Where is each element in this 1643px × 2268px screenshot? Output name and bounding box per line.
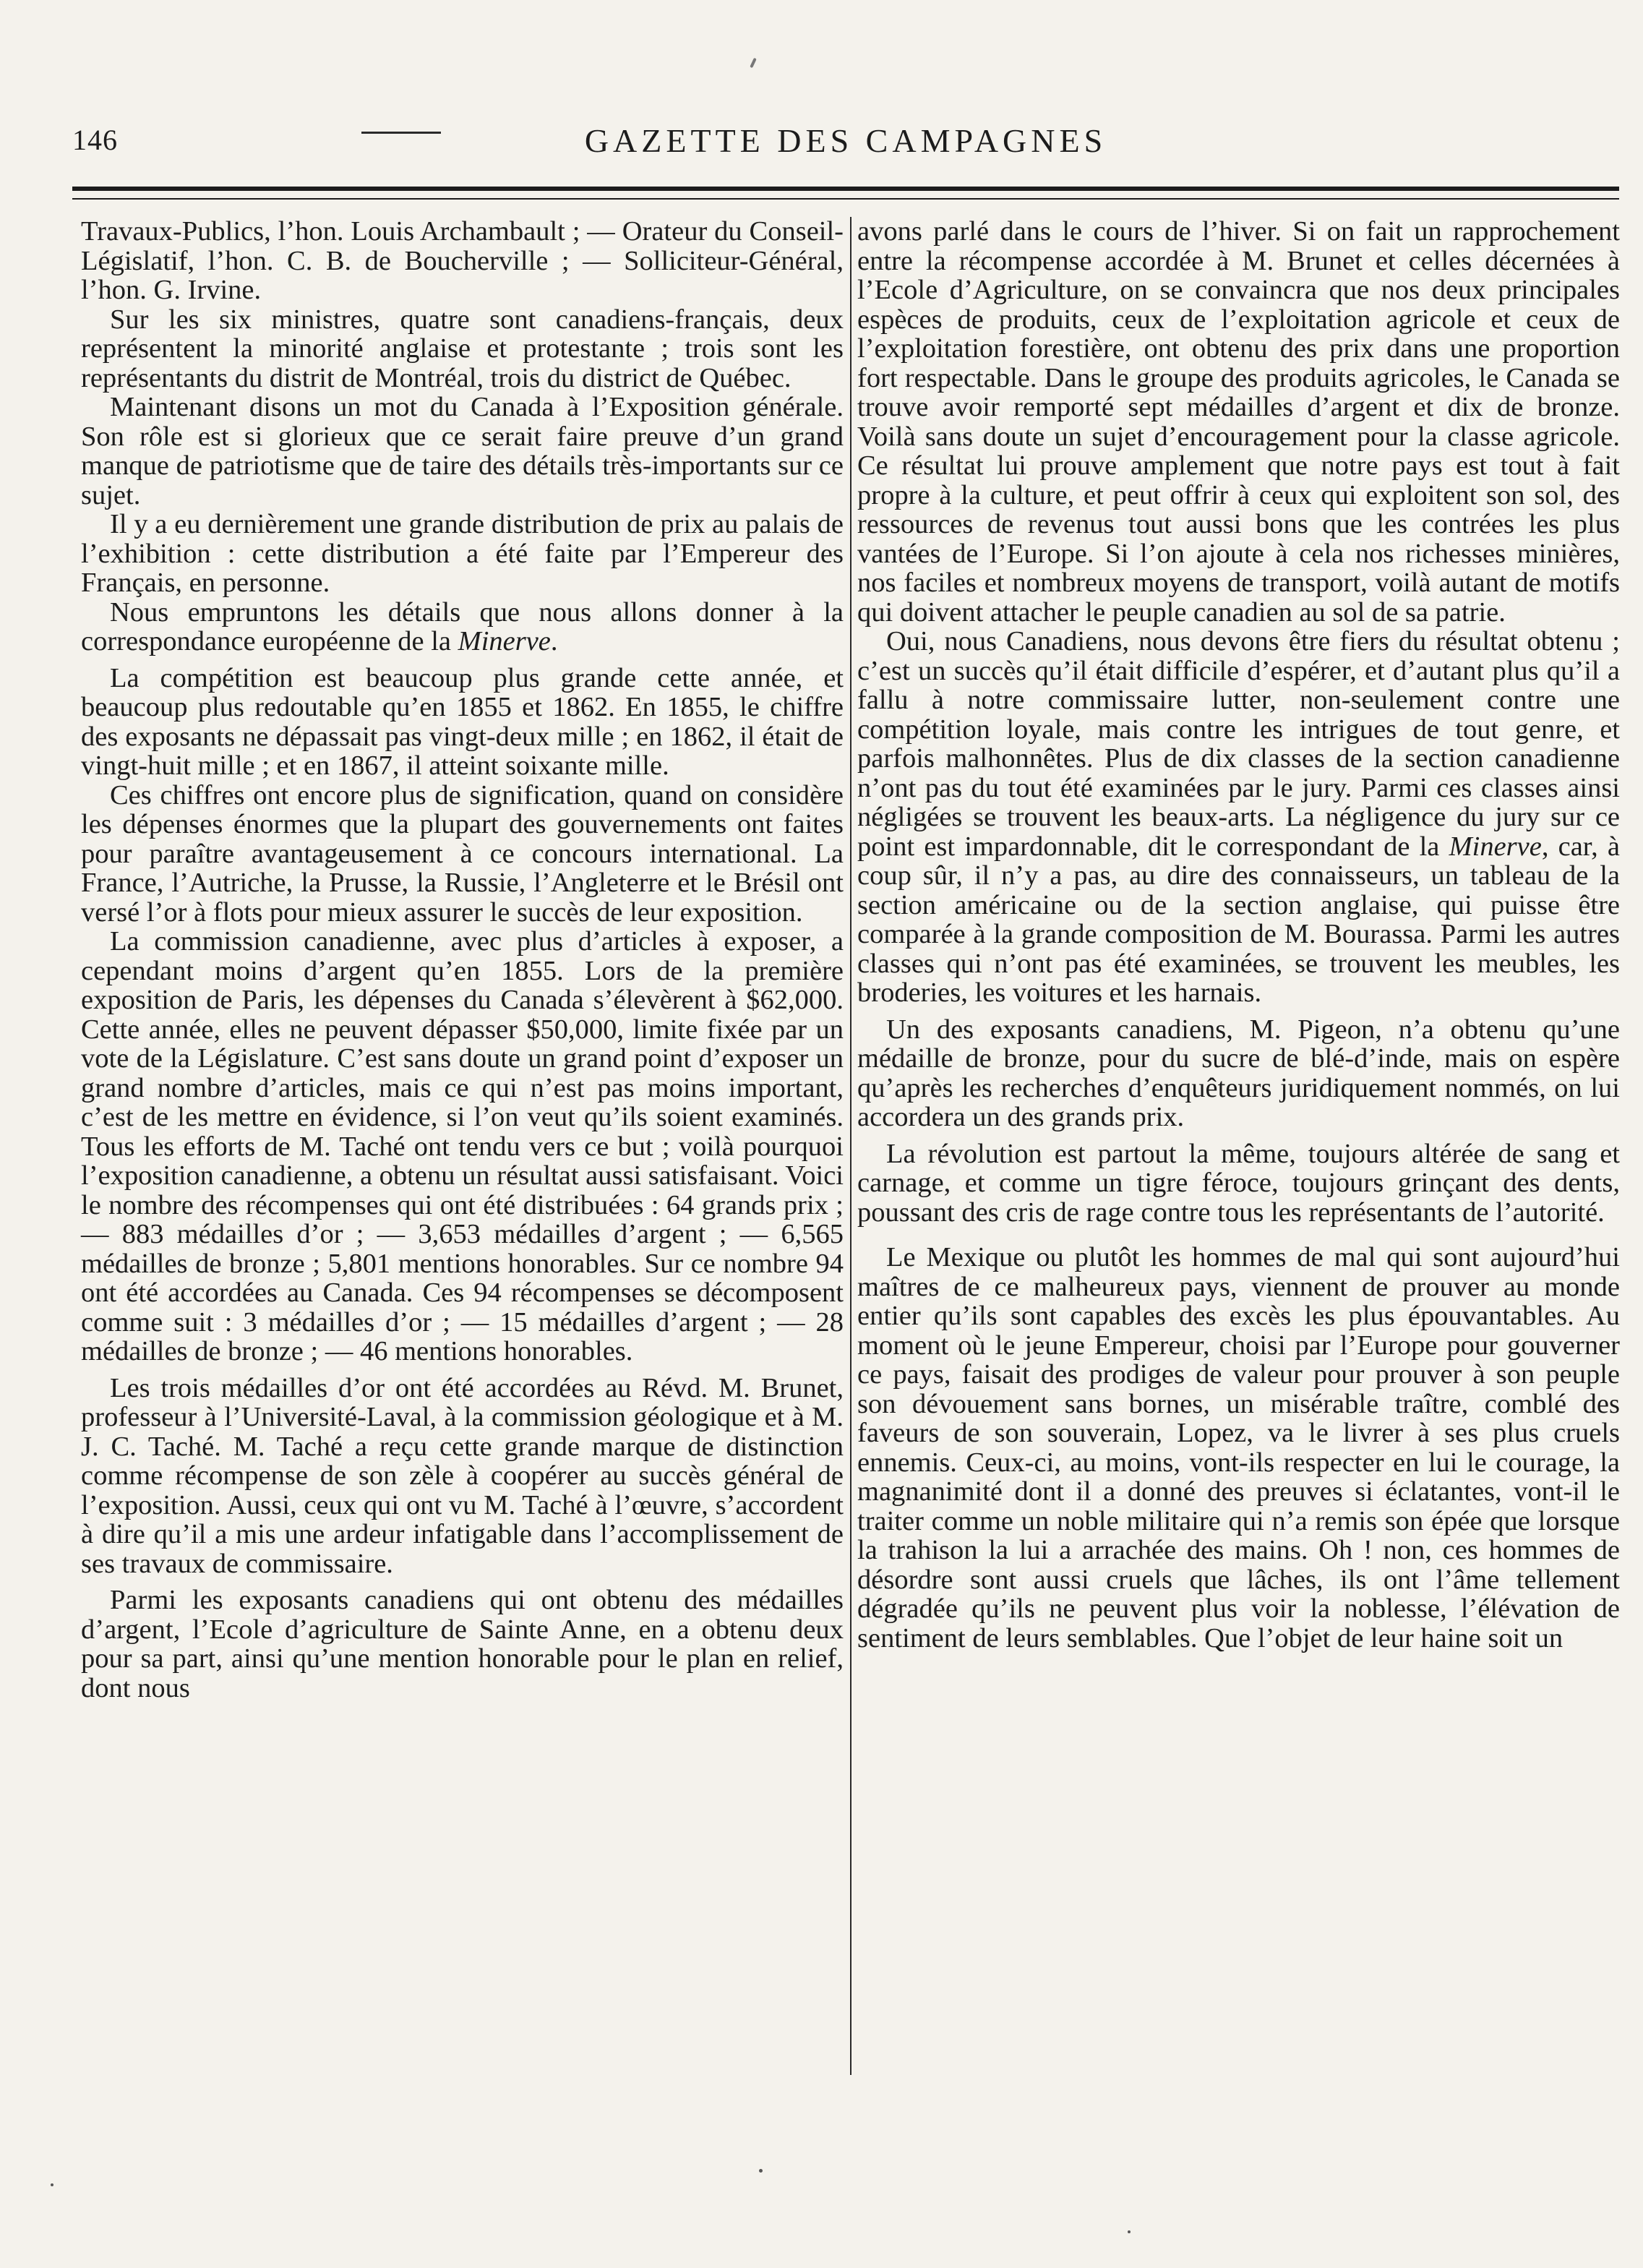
paragraph-prize-distribution: Il y a eu dernièrement une grande distribution de prix au palais de l’exhibition : cette distribution a été faite par l’Empereur des Français, en personne. (81, 509, 844, 598)
column-divider (850, 217, 851, 2075)
paragraph-text: Oui, nous Canadiens, nous devons être fiers du résultat obtenu ; c’est un succès qu’il était difficile d’espérer, et d’autant plus qu’il a fallu à notre commissaire lutter, non-seulement contre une compétition loyale, mais contre les intrigues de tout genre, et parfois malhonnêtes. Plus de dix classes de la section canadienne n’ont pas du tout été examinées par le jury. Parmi ces classes ainsi négligées se trouvent les beaux-arts. La négligence du jury sur ce point est impardonnable, dit le correspondant de la (857, 626, 1620, 862)
paragraph-competition: La compétition est beaucoup plus grande cette année, et beaucoup plus redoutable qu’en 1855 et 1862. En 1855, le chiffre des exposants ne dépassait pas vingt-deux mille ; en 1862, il était de vingt-huit mille ; et en 1867, il atteint soixante mille. (81, 662, 844, 781)
left-column (81, 217, 844, 1703)
paragraph-mexico: Le Mexique ou plutôt les hommes de mal qui sont aujourd’hui maîtres de ce malheureux pays, viennent de prouver au monde entier qu’ils sont capables des excès les plus épouvantables. Au moment où le jeune Empereur, choisi par l’Europe pour gouverner ce pays, faisait des prodiges de valeur pour prouver à son peuple son dévouement sans bornes, un misérable traître, comblé des faveurs de son souverain, Lopez, va le livrer à ses plus cruels ennemis. Ceux-ci, au moins, vont-ils respecter en lui le courage, la magnanimité dont il a donné des preuves si éclatantes, vont-il le traiter comme un noble militaire qui n’a remis son épée que lorsque la trahison la lui a arrachée des mains. Oh ! non, ces hommes de désordre sont aussi cruels que lâches, ils ont l’âme tellement dégradée qu’ils ne peuvent plus voir la noblesse, l’élévation de sentiment de leurs semblables. Que l’objet de leur haine soit un (857, 1242, 1620, 1653)
paragraph-silver-medals: Parmi les exposants canadiens qui ont obtenu des médailles d’argent, l’Ecole d’agriculture de Sainte Anne, en a obtenu deux pour sa part, ainsi qu’une mention honorable pour le plan en relief, dont nous (81, 1585, 844, 1703)
paragraph-canadians-proud (857, 627, 1620, 1008)
paragraph-canadian-commission: La commission canadienne, avec plus d’articles à exposer, a cependant moins d’argent qu’en 1855. Lors de la première exposition de Paris, les dépenses du Canada s’élevèrent à $62,000. Cette année, elles ne peuvent dépasser $50,000, limite fixée par un vote de la Législature. C’est sans doute un grand point d’exposer un grand nombre d’articles, mais ce qui n’est pas moins important, c’est de les mettre en évidence, si l’on veut qu’ils soient examinés. Tous les efforts de M. Taché ont tendu vers ce but ; voilà pourquoi l’exposition canadienne, a obtenu un résultat aussi satisfaisant. Voici le nombre des récompenses qui ont été distribuées : 64 grands prix ; — 883 médailles d’or ; — 3,653 médailles d’argent ; — 6,565 médailles de bronze ; 5,801 mentions honorables. Sur ce nombre 94 ont été accordées au Canada. Ces 94 récompenses se décomposent comme suit : 3 médailles d’or ; — 15 médailles d’argent ; — 28 médailles de bronze ; — 46 mentions honorables. (81, 926, 844, 1366)
paragraph-agriculture-results: avons parlé dans le cours de l’hiver. Si on fait un rapprochement entre la récompense accordée à M. Brunet et celles décernées à l’Ecole d’Agriculture, on se convaincra que nos deux principales espèces de produits, ceux de l’exploitation agricole et ceux de l’exploitation forestière, ont obtenu des prix dans une proportion fort respectable. Dans le groupe des produits agricoles, le Canada se trouve avoir remporté sept médailles d’argent et dix de bronze. Voilà sans doute un sujet d’encouragement pour la classe agricole. Ce résultat lui prouve amplement que notre pays est tout à fait propre à la culture, et peut offrir à ceux qui exploitent son sol, des ressources de revenus tout aussi bons que les contrées les plus vantées de l’Europe. Si l’on ajoute à cela nos richesses minières, nos faciles et nombreux moyens de transport, voilà autant de motifs qui doivent attacher le peuple canadien au sol de sa patrie. (857, 216, 1620, 628)
header-rule-thin (72, 198, 1619, 200)
paragraph-pigeon-exhibitor: Un des exposants canadiens, M. Pigeon, n’a obtenu qu’une médaille de bronze, pour du sucre de blé-d’inde, mais on espère qu’après les recherches d’enquêteurs juridiquement nommés, on lui accordera un des grands prix. (857, 1014, 1620, 1132)
newspaper-title: Minerve (1449, 831, 1542, 862)
paragraph-minerve-source (81, 598, 844, 656)
paragraph-ministers-list: Travaux-Publics, l’hon. Louis Archambault ; — Orateur du Conseil-Législatif, l’hon. C. B. de Boucherville ; — Solliciteur-Général, l’hon. G. Irvine. (81, 216, 844, 305)
page-header (72, 116, 1619, 166)
scan-speck (1128, 2230, 1131, 2233)
scan-speck (750, 58, 757, 68)
paragraph-canada-exposition: Maintenant disons un mot du Canada à l’Exposition générale. Son rôle est si glorieux que ce serait faire preuve d’un grand manque de patriotisme que de taire des détails très-importants sur ce sujet. (81, 392, 844, 510)
scan-speck (51, 2183, 53, 2186)
header-rule-thick (72, 187, 1619, 191)
page-number: 146 (72, 124, 118, 156)
paragraph-text: . (550, 626, 558, 656)
paragraph-gold-medals: Les trois médailles d’or ont été accordées au Révd. M. Brunet, professeur à l’Université-Laval, à la commission géologique et à M. J. C. Taché. M. Taché a reçu cette grande marque de distinction comme récompense de son zèle à coopérer au succès général de l’exposition. Aussi, ceux qui ont vu M. Taché à l’œuvre, s’accordent à dire qu’il a mis une ardeur infatigable dans l’accomplissement de ses travaux de commissaire. (81, 1372, 844, 1579)
newspaper-title: Minerve (458, 626, 551, 656)
paragraph-revolution: La révolution est partout la même, toujours altérée de sang et carnage, et comme un tigre féroce, toujours grinçant des dents, poussant des cris de rage contre tous les représentants de l’autorité. (857, 1138, 1620, 1228)
paragraph-text: Nous empruntons les détails que nous allons donner à la correspondance européenne de la (81, 596, 844, 656)
scan-speck (759, 2169, 763, 2173)
paragraph-six-ministers: Sur les six ministres, quatre sont canadiens-français, deux représentent la minorité anglaise et protestante ; trois sont les représentants du distrit de Montréal, trois du district de Québec. (81, 304, 844, 393)
paragraph-significance: Ces chiffres ont encore plus de signification, quand on considère les dépenses énormes que la plupart des gouvernements ont faites pour paraître avantageusement à ce concours international. La France, l’Autriche, la Prusse, la Russie, l’Angleterre et le Brésil ont versé l’or à flots pour mieux assurer le succès de leur exposition. (81, 779, 844, 928)
running-title: GAZETTE DES CAMPAGNES (584, 122, 1107, 159)
right-column (857, 217, 1620, 1653)
paragraph-text: , car, à coup sûr, il n’y a pas, au dire des connaisseurs, un tableau de la section américaine ou de la section anglaise, qui puisse être comparée à la grande composition de M. Bourassa. Parmi les autres classes qui n’ont pas été examinées, se trouvent les meubles, les broderies, les voitures et les harnais. (857, 831, 1620, 1008)
